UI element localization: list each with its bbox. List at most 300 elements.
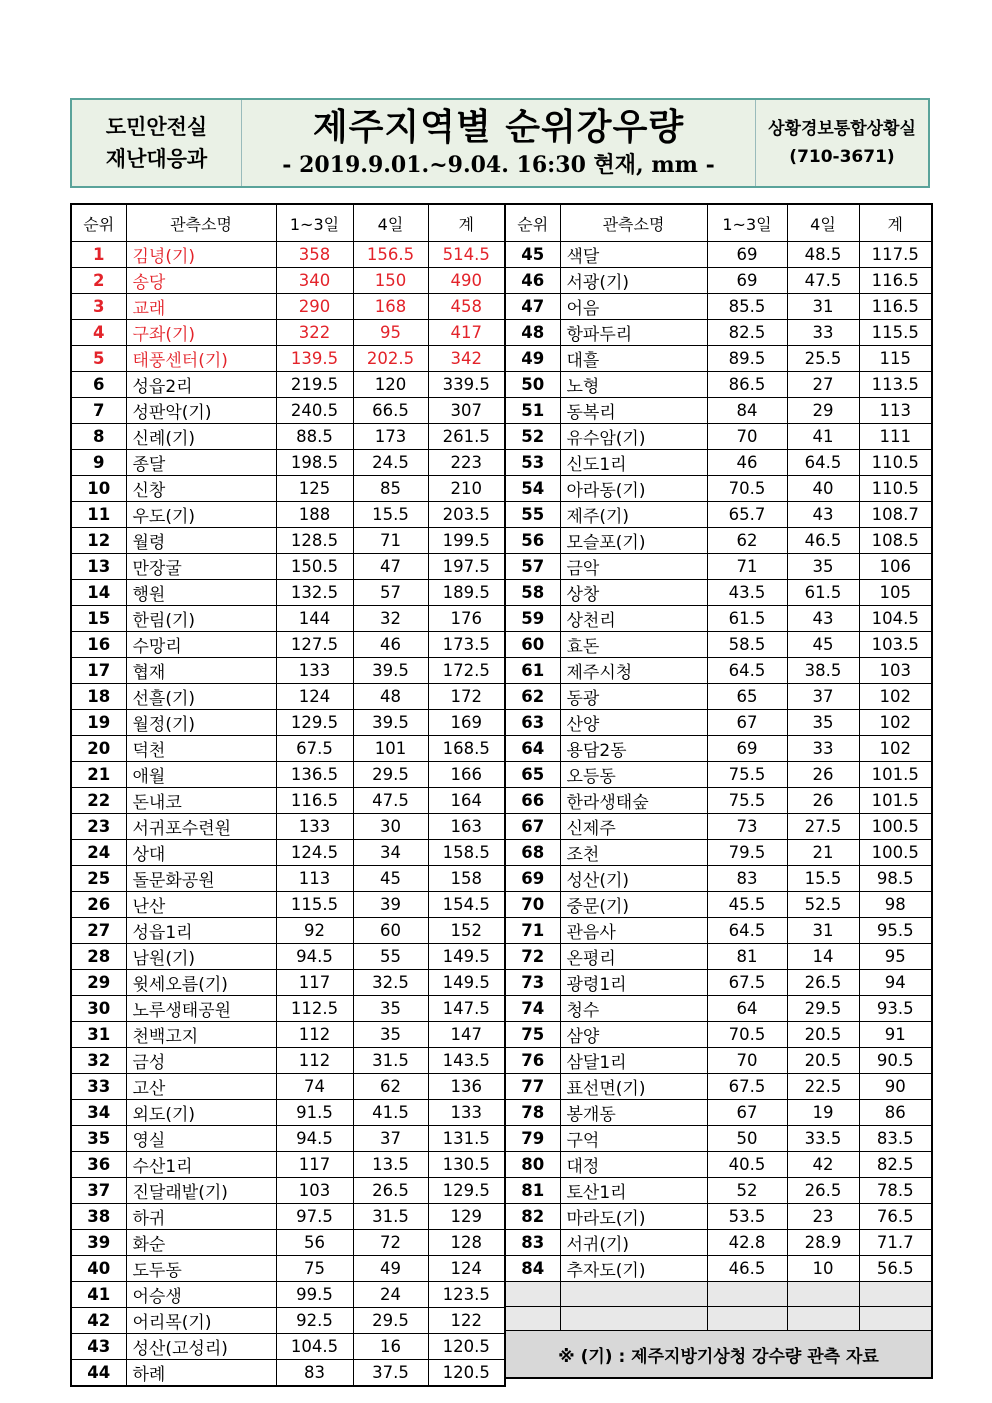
days-1-3-value: 358 bbox=[276, 242, 353, 268]
total-value: 136 bbox=[428, 1074, 505, 1100]
days-1-3-value: 45.5 bbox=[707, 892, 787, 918]
rank-cell: 57 bbox=[505, 554, 560, 580]
rank-cell: 67 bbox=[505, 814, 560, 840]
day-4-value: 19 bbox=[787, 1100, 859, 1126]
total-value: 102 bbox=[859, 736, 932, 762]
station-name-cell: 금악 bbox=[560, 554, 707, 580]
total-value: 82.5 bbox=[859, 1152, 932, 1178]
total-value: 111 bbox=[859, 424, 932, 450]
rank-cell: 38 bbox=[71, 1204, 126, 1230]
day-4-value: 10 bbox=[787, 1256, 859, 1282]
day-4-value: 35 bbox=[353, 996, 428, 1022]
table-row bbox=[505, 658, 932, 684]
table-row bbox=[71, 762, 505, 788]
total-value: 172.5 bbox=[428, 658, 505, 684]
rank-cell: 32 bbox=[71, 1048, 126, 1074]
total-value: 131.5 bbox=[428, 1126, 505, 1152]
total-value: 120.5 bbox=[428, 1334, 505, 1360]
day-4-value: 37 bbox=[787, 684, 859, 710]
days-1-3-value: 198.5 bbox=[276, 450, 353, 476]
station-name-cell: 송당 bbox=[126, 268, 276, 294]
rank-cell: 34 bbox=[71, 1100, 126, 1126]
rank-cell: 44 bbox=[71, 1360, 126, 1387]
day-4-value: 85 bbox=[353, 476, 428, 502]
total-value: 103 bbox=[859, 658, 932, 684]
station-name-cell: 추자도(기) bbox=[560, 1256, 707, 1282]
day-4-value: 47.5 bbox=[787, 268, 859, 294]
table-row bbox=[505, 398, 932, 424]
day-4-value: 32 bbox=[353, 606, 428, 632]
table-row bbox=[71, 268, 505, 294]
day-4-value: 39.5 bbox=[353, 710, 428, 736]
table-row bbox=[505, 580, 932, 606]
total-value: 168.5 bbox=[428, 736, 505, 762]
station-name-cell: 어리목(기) bbox=[126, 1308, 276, 1334]
station-name-cell: 항파두리 bbox=[560, 320, 707, 346]
day-4-value: 168 bbox=[353, 294, 428, 320]
table-row bbox=[71, 866, 505, 892]
day-4-value: 28.9 bbox=[787, 1230, 859, 1256]
col-day-4: 4일 bbox=[787, 204, 859, 242]
day-4-value: 41 bbox=[787, 424, 859, 450]
station-name-cell: 선흘(기) bbox=[126, 684, 276, 710]
days-1-3-value: 84 bbox=[707, 398, 787, 424]
station-name-cell: 수산1리 bbox=[126, 1152, 276, 1178]
col-rank: 순위 bbox=[71, 204, 126, 242]
station-name-cell: 제주(기) bbox=[560, 502, 707, 528]
dept-line-2: 재난대응과 bbox=[105, 147, 208, 171]
table-row bbox=[505, 762, 932, 788]
rank-cell: 73 bbox=[505, 970, 560, 996]
rank-cell: 74 bbox=[505, 996, 560, 1022]
day-4-value: 20.5 bbox=[787, 1048, 859, 1074]
days-1-3-value: 70 bbox=[707, 1048, 787, 1074]
days-1-3-value: 124.5 bbox=[276, 840, 353, 866]
total-value: 113 bbox=[859, 398, 932, 424]
station-name-cell: 서귀(기) bbox=[560, 1230, 707, 1256]
days-1-3-value: 67.5 bbox=[707, 970, 787, 996]
total-value: 116.5 bbox=[859, 268, 932, 294]
table-row bbox=[505, 1048, 932, 1074]
table-row bbox=[505, 840, 932, 866]
days-1-3-value: 94.5 bbox=[276, 944, 353, 970]
table-row bbox=[71, 502, 505, 528]
station-name-cell: 어승생 bbox=[126, 1282, 276, 1308]
day-4-value: 48.5 bbox=[787, 242, 859, 268]
days-1-3-value: 50 bbox=[707, 1126, 787, 1152]
station-name-cell: 동광 bbox=[560, 684, 707, 710]
station-name-cell: 도두동 bbox=[126, 1256, 276, 1282]
days-1-3-value: 117 bbox=[276, 1152, 353, 1178]
total-value: 90 bbox=[859, 1074, 932, 1100]
day-4-value: 37 bbox=[353, 1126, 428, 1152]
day-4-value: 55 bbox=[353, 944, 428, 970]
rank-cell: 28 bbox=[71, 944, 126, 970]
day-4-value: 61.5 bbox=[787, 580, 859, 606]
empty-row bbox=[505, 1282, 932, 1307]
table-row bbox=[71, 1360, 505, 1387]
table-row bbox=[71, 814, 505, 840]
rank-cell: 65 bbox=[505, 762, 560, 788]
day-4-value: 46.5 bbox=[787, 528, 859, 554]
rank-cell: 59 bbox=[505, 606, 560, 632]
station-name-cell: 구억 bbox=[560, 1126, 707, 1152]
days-1-3-value: 89.5 bbox=[707, 346, 787, 372]
station-name-cell: 진달래밭(기) bbox=[126, 1178, 276, 1204]
empty-cell bbox=[787, 1306, 859, 1331]
days-1-3-value: 117 bbox=[276, 970, 353, 996]
station-name-cell: 효돈 bbox=[560, 632, 707, 658]
total-value: 102 bbox=[859, 684, 932, 710]
table-row bbox=[505, 1256, 932, 1282]
rank-cell: 11 bbox=[71, 502, 126, 528]
empty-cell bbox=[707, 1282, 787, 1307]
table-row bbox=[505, 268, 932, 294]
day-4-value: 26.5 bbox=[787, 1178, 859, 1204]
total-value: 458 bbox=[428, 294, 505, 320]
days-1-3-value: 64.5 bbox=[707, 658, 787, 684]
station-name-cell: 태풍센터(기) bbox=[126, 346, 276, 372]
empty-row bbox=[505, 1306, 932, 1331]
table-row bbox=[71, 476, 505, 502]
day-4-value: 15.5 bbox=[787, 866, 859, 892]
station-name-cell: 대정 bbox=[560, 1152, 707, 1178]
table-row bbox=[71, 970, 505, 996]
rank-cell: 81 bbox=[505, 1178, 560, 1204]
days-1-3-value: 240.5 bbox=[276, 398, 353, 424]
rank-cell: 16 bbox=[71, 632, 126, 658]
days-1-3-value: 62 bbox=[707, 528, 787, 554]
station-name-cell: 조천 bbox=[560, 840, 707, 866]
total-value: 95 bbox=[859, 944, 932, 970]
day-4-value: 47 bbox=[353, 554, 428, 580]
table-row bbox=[505, 788, 932, 814]
day-4-value: 26 bbox=[787, 762, 859, 788]
day-4-value: 16 bbox=[353, 1334, 428, 1360]
day-4-value: 66.5 bbox=[353, 398, 428, 424]
total-value: 102 bbox=[859, 710, 932, 736]
day-4-value: 33 bbox=[787, 320, 859, 346]
days-1-3-value: 83 bbox=[707, 866, 787, 892]
total-value: 115.5 bbox=[859, 320, 932, 346]
total-value: 189.5 bbox=[428, 580, 505, 606]
days-1-3-value: 322 bbox=[276, 320, 353, 346]
station-name-cell: 용담2동 bbox=[560, 736, 707, 762]
table-row bbox=[71, 294, 505, 320]
station-name-cell: 노루생태공원 bbox=[126, 996, 276, 1022]
table-row bbox=[505, 606, 932, 632]
ranking-table-right bbox=[504, 203, 933, 1379]
total-value: 98 bbox=[859, 892, 932, 918]
rank-cell: 52 bbox=[505, 424, 560, 450]
day-4-value: 26.5 bbox=[353, 1178, 428, 1204]
rank-cell: 23 bbox=[71, 814, 126, 840]
total-value: 98.5 bbox=[859, 866, 932, 892]
days-1-3-value: 127.5 bbox=[276, 632, 353, 658]
table-row bbox=[71, 1048, 505, 1074]
days-1-3-value: 74 bbox=[276, 1074, 353, 1100]
day-4-value: 27 bbox=[787, 372, 859, 398]
days-1-3-value: 129.5 bbox=[276, 710, 353, 736]
total-value: 101.5 bbox=[859, 788, 932, 814]
station-name-cell: 상천리 bbox=[560, 606, 707, 632]
day-4-value: 39.5 bbox=[353, 658, 428, 684]
day-4-value: 202.5 bbox=[353, 346, 428, 372]
day-4-value: 64.5 bbox=[787, 450, 859, 476]
total-value: 128 bbox=[428, 1230, 505, 1256]
rank-cell: 46 bbox=[505, 268, 560, 294]
day-4-value: 72 bbox=[353, 1230, 428, 1256]
days-1-3-value: 219.5 bbox=[276, 372, 353, 398]
day-4-value: 173 bbox=[353, 424, 428, 450]
table-row bbox=[71, 1022, 505, 1048]
rank-cell: 60 bbox=[505, 632, 560, 658]
total-value: 95.5 bbox=[859, 918, 932, 944]
station-name-cell: 종달 bbox=[126, 450, 276, 476]
table-row bbox=[505, 1230, 932, 1256]
table-row bbox=[505, 502, 932, 528]
station-name-cell: 성읍1리 bbox=[126, 918, 276, 944]
total-value: 143.5 bbox=[428, 1048, 505, 1074]
day-4-value: 120 bbox=[353, 372, 428, 398]
day-4-value: 43 bbox=[787, 502, 859, 528]
total-value: 176 bbox=[428, 606, 505, 632]
station-name-cell: 오등동 bbox=[560, 762, 707, 788]
station-name-cell: 청수 bbox=[560, 996, 707, 1022]
table-row bbox=[505, 320, 932, 346]
days-1-3-value: 70.5 bbox=[707, 476, 787, 502]
station-name-cell: 중문(기) bbox=[560, 892, 707, 918]
table-row bbox=[71, 1256, 505, 1282]
station-name-cell: 애월 bbox=[126, 762, 276, 788]
table-row bbox=[71, 320, 505, 346]
total-value: 152 bbox=[428, 918, 505, 944]
table-row bbox=[505, 1022, 932, 1048]
day-4-value: 38.5 bbox=[787, 658, 859, 684]
days-1-3-value: 188 bbox=[276, 502, 353, 528]
total-value: 166 bbox=[428, 762, 505, 788]
total-value: 113.5 bbox=[859, 372, 932, 398]
empty-cell bbox=[859, 1282, 932, 1307]
days-1-3-value: 136.5 bbox=[276, 762, 353, 788]
rank-cell: 14 bbox=[71, 580, 126, 606]
total-value: 129 bbox=[428, 1204, 505, 1230]
office-phone: (710-3671) bbox=[789, 147, 895, 167]
total-value: 122 bbox=[428, 1308, 505, 1334]
days-1-3-value: 86.5 bbox=[707, 372, 787, 398]
rank-cell: 45 bbox=[505, 242, 560, 268]
table-row bbox=[71, 710, 505, 736]
days-1-3-value: 113 bbox=[276, 866, 353, 892]
table-row bbox=[505, 710, 932, 736]
station-name-cell: 돌문화공원 bbox=[126, 866, 276, 892]
station-name-cell: 성읍2리 bbox=[126, 372, 276, 398]
station-name-cell: 모슬포(기) bbox=[560, 528, 707, 554]
rank-cell: 35 bbox=[71, 1126, 126, 1152]
day-4-value: 15.5 bbox=[353, 502, 428, 528]
table-row bbox=[71, 918, 505, 944]
table-row bbox=[505, 294, 932, 320]
station-name-cell: 돈내코 bbox=[126, 788, 276, 814]
station-name-cell: 동복리 bbox=[560, 398, 707, 424]
station-name-cell: 노형 bbox=[560, 372, 707, 398]
empty-cell bbox=[560, 1282, 707, 1307]
rank-cell: 62 bbox=[505, 684, 560, 710]
table-row bbox=[505, 242, 932, 268]
rank-cell: 61 bbox=[505, 658, 560, 684]
days-1-3-value: 58.5 bbox=[707, 632, 787, 658]
station-name-cell: 산양 bbox=[560, 710, 707, 736]
total-value: 342 bbox=[428, 346, 505, 372]
days-1-3-value: 125 bbox=[276, 476, 353, 502]
day-4-value: 29.5 bbox=[787, 996, 859, 1022]
days-1-3-value: 40.5 bbox=[707, 1152, 787, 1178]
days-1-3-value: 70.5 bbox=[707, 1022, 787, 1048]
table-row bbox=[505, 424, 932, 450]
total-value: 104.5 bbox=[859, 606, 932, 632]
days-1-3-value: 65.7 bbox=[707, 502, 787, 528]
total-value: 203.5 bbox=[428, 502, 505, 528]
station-name-cell: 화순 bbox=[126, 1230, 276, 1256]
days-1-3-value: 79.5 bbox=[707, 840, 787, 866]
day-4-value: 31 bbox=[787, 918, 859, 944]
rank-cell: 66 bbox=[505, 788, 560, 814]
day-4-value: 31.5 bbox=[353, 1204, 428, 1230]
rank-cell: 27 bbox=[71, 918, 126, 944]
total-value: 164 bbox=[428, 788, 505, 814]
total-value: 105 bbox=[859, 580, 932, 606]
total-value: 108.5 bbox=[859, 528, 932, 554]
total-value: 124 bbox=[428, 1256, 505, 1282]
station-name-cell: 성산(고성리) bbox=[126, 1334, 276, 1360]
table-row bbox=[505, 970, 932, 996]
table-row bbox=[505, 554, 932, 580]
day-4-value: 41.5 bbox=[353, 1100, 428, 1126]
table-row bbox=[71, 632, 505, 658]
rank-cell: 26 bbox=[71, 892, 126, 918]
total-value: 103.5 bbox=[859, 632, 932, 658]
rank-cell: 54 bbox=[505, 476, 560, 502]
day-4-value: 47.5 bbox=[353, 788, 428, 814]
rank-cell: 6 bbox=[71, 372, 126, 398]
day-4-value: 62 bbox=[353, 1074, 428, 1100]
total-value: 490 bbox=[428, 268, 505, 294]
table-row bbox=[71, 554, 505, 580]
station-name-cell: 온평리 bbox=[560, 944, 707, 970]
station-name-cell: 천백고지 bbox=[126, 1022, 276, 1048]
rank-cell: 80 bbox=[505, 1152, 560, 1178]
station-name-cell: 월정(기) bbox=[126, 710, 276, 736]
days-1-3-value: 132.5 bbox=[276, 580, 353, 606]
table-row bbox=[505, 632, 932, 658]
table-row bbox=[71, 1308, 505, 1334]
total-value: 123.5 bbox=[428, 1282, 505, 1308]
days-1-3-value: 46 bbox=[707, 450, 787, 476]
rank-cell: 41 bbox=[71, 1282, 126, 1308]
day-4-value: 34 bbox=[353, 840, 428, 866]
page-title: 제주지역별 순위강우량 bbox=[312, 107, 685, 148]
table-row bbox=[505, 918, 932, 944]
table-row bbox=[71, 528, 505, 554]
rank-cell: 13 bbox=[71, 554, 126, 580]
day-4-value: 95 bbox=[353, 320, 428, 346]
days-1-3-value: 75 bbox=[276, 1256, 353, 1282]
total-value: 173.5 bbox=[428, 632, 505, 658]
day-4-value: 48 bbox=[353, 684, 428, 710]
station-name-cell: 서광(기) bbox=[560, 268, 707, 294]
day-4-value: 37.5 bbox=[353, 1360, 428, 1387]
days-1-3-value: 69 bbox=[707, 736, 787, 762]
rank-cell: 56 bbox=[505, 528, 560, 554]
station-name-cell: 신도1리 bbox=[560, 450, 707, 476]
days-1-3-value: 112.5 bbox=[276, 996, 353, 1022]
ranking-table-left bbox=[70, 203, 506, 1387]
total-value: 514.5 bbox=[428, 242, 505, 268]
day-4-value: 150 bbox=[353, 268, 428, 294]
table-row bbox=[505, 1178, 932, 1204]
station-name-cell: 성판악(기) bbox=[126, 398, 276, 424]
total-value: 169 bbox=[428, 710, 505, 736]
day-4-value: 43 bbox=[787, 606, 859, 632]
table-row bbox=[71, 424, 505, 450]
day-4-value: 13.5 bbox=[353, 1152, 428, 1178]
day-4-value: 35 bbox=[353, 1022, 428, 1048]
total-value: 130.5 bbox=[428, 1152, 505, 1178]
station-name-cell: 아라동(기) bbox=[560, 476, 707, 502]
station-name-cell: 상창 bbox=[560, 580, 707, 606]
empty-cell bbox=[859, 1306, 932, 1331]
rank-cell: 77 bbox=[505, 1074, 560, 1100]
days-1-3-value: 115.5 bbox=[276, 892, 353, 918]
rank-cell: 36 bbox=[71, 1152, 126, 1178]
station-name-cell: 상대 bbox=[126, 840, 276, 866]
day-4-value: 25.5 bbox=[787, 346, 859, 372]
table-row bbox=[71, 944, 505, 970]
table-row bbox=[71, 346, 505, 372]
rank-cell: 40 bbox=[71, 1256, 126, 1282]
total-value: 199.5 bbox=[428, 528, 505, 554]
days-1-3-value: 88.5 bbox=[276, 424, 353, 450]
day-4-value: 29.5 bbox=[353, 762, 428, 788]
table-row bbox=[71, 580, 505, 606]
rank-cell: 18 bbox=[71, 684, 126, 710]
day-4-value: 71 bbox=[353, 528, 428, 554]
total-value: 172 bbox=[428, 684, 505, 710]
total-value: 101.5 bbox=[859, 762, 932, 788]
table-header-row bbox=[71, 204, 505, 242]
rank-cell: 83 bbox=[505, 1230, 560, 1256]
days-1-3-value: 99.5 bbox=[276, 1282, 353, 1308]
rank-cell: 19 bbox=[71, 710, 126, 736]
station-name-cell: 만장굴 bbox=[126, 554, 276, 580]
rank-cell: 3 bbox=[71, 294, 126, 320]
days-1-3-value: 64 bbox=[707, 996, 787, 1022]
total-value: 261.5 bbox=[428, 424, 505, 450]
rank-cell: 21 bbox=[71, 762, 126, 788]
col-day-4: 4일 bbox=[353, 204, 428, 242]
total-value: 83.5 bbox=[859, 1126, 932, 1152]
days-1-3-value: 46.5 bbox=[707, 1256, 787, 1282]
days-1-3-value: 70 bbox=[707, 424, 787, 450]
station-name-cell: 한림(기) bbox=[126, 606, 276, 632]
station-name-cell: 행원 bbox=[126, 580, 276, 606]
table-header-row bbox=[505, 204, 932, 242]
table-row bbox=[505, 1100, 932, 1126]
col-station: 관측소명 bbox=[560, 204, 707, 242]
rank-cell: 39 bbox=[71, 1230, 126, 1256]
rank-cell: 9 bbox=[71, 450, 126, 476]
station-name-cell: 구좌(기) bbox=[126, 320, 276, 346]
